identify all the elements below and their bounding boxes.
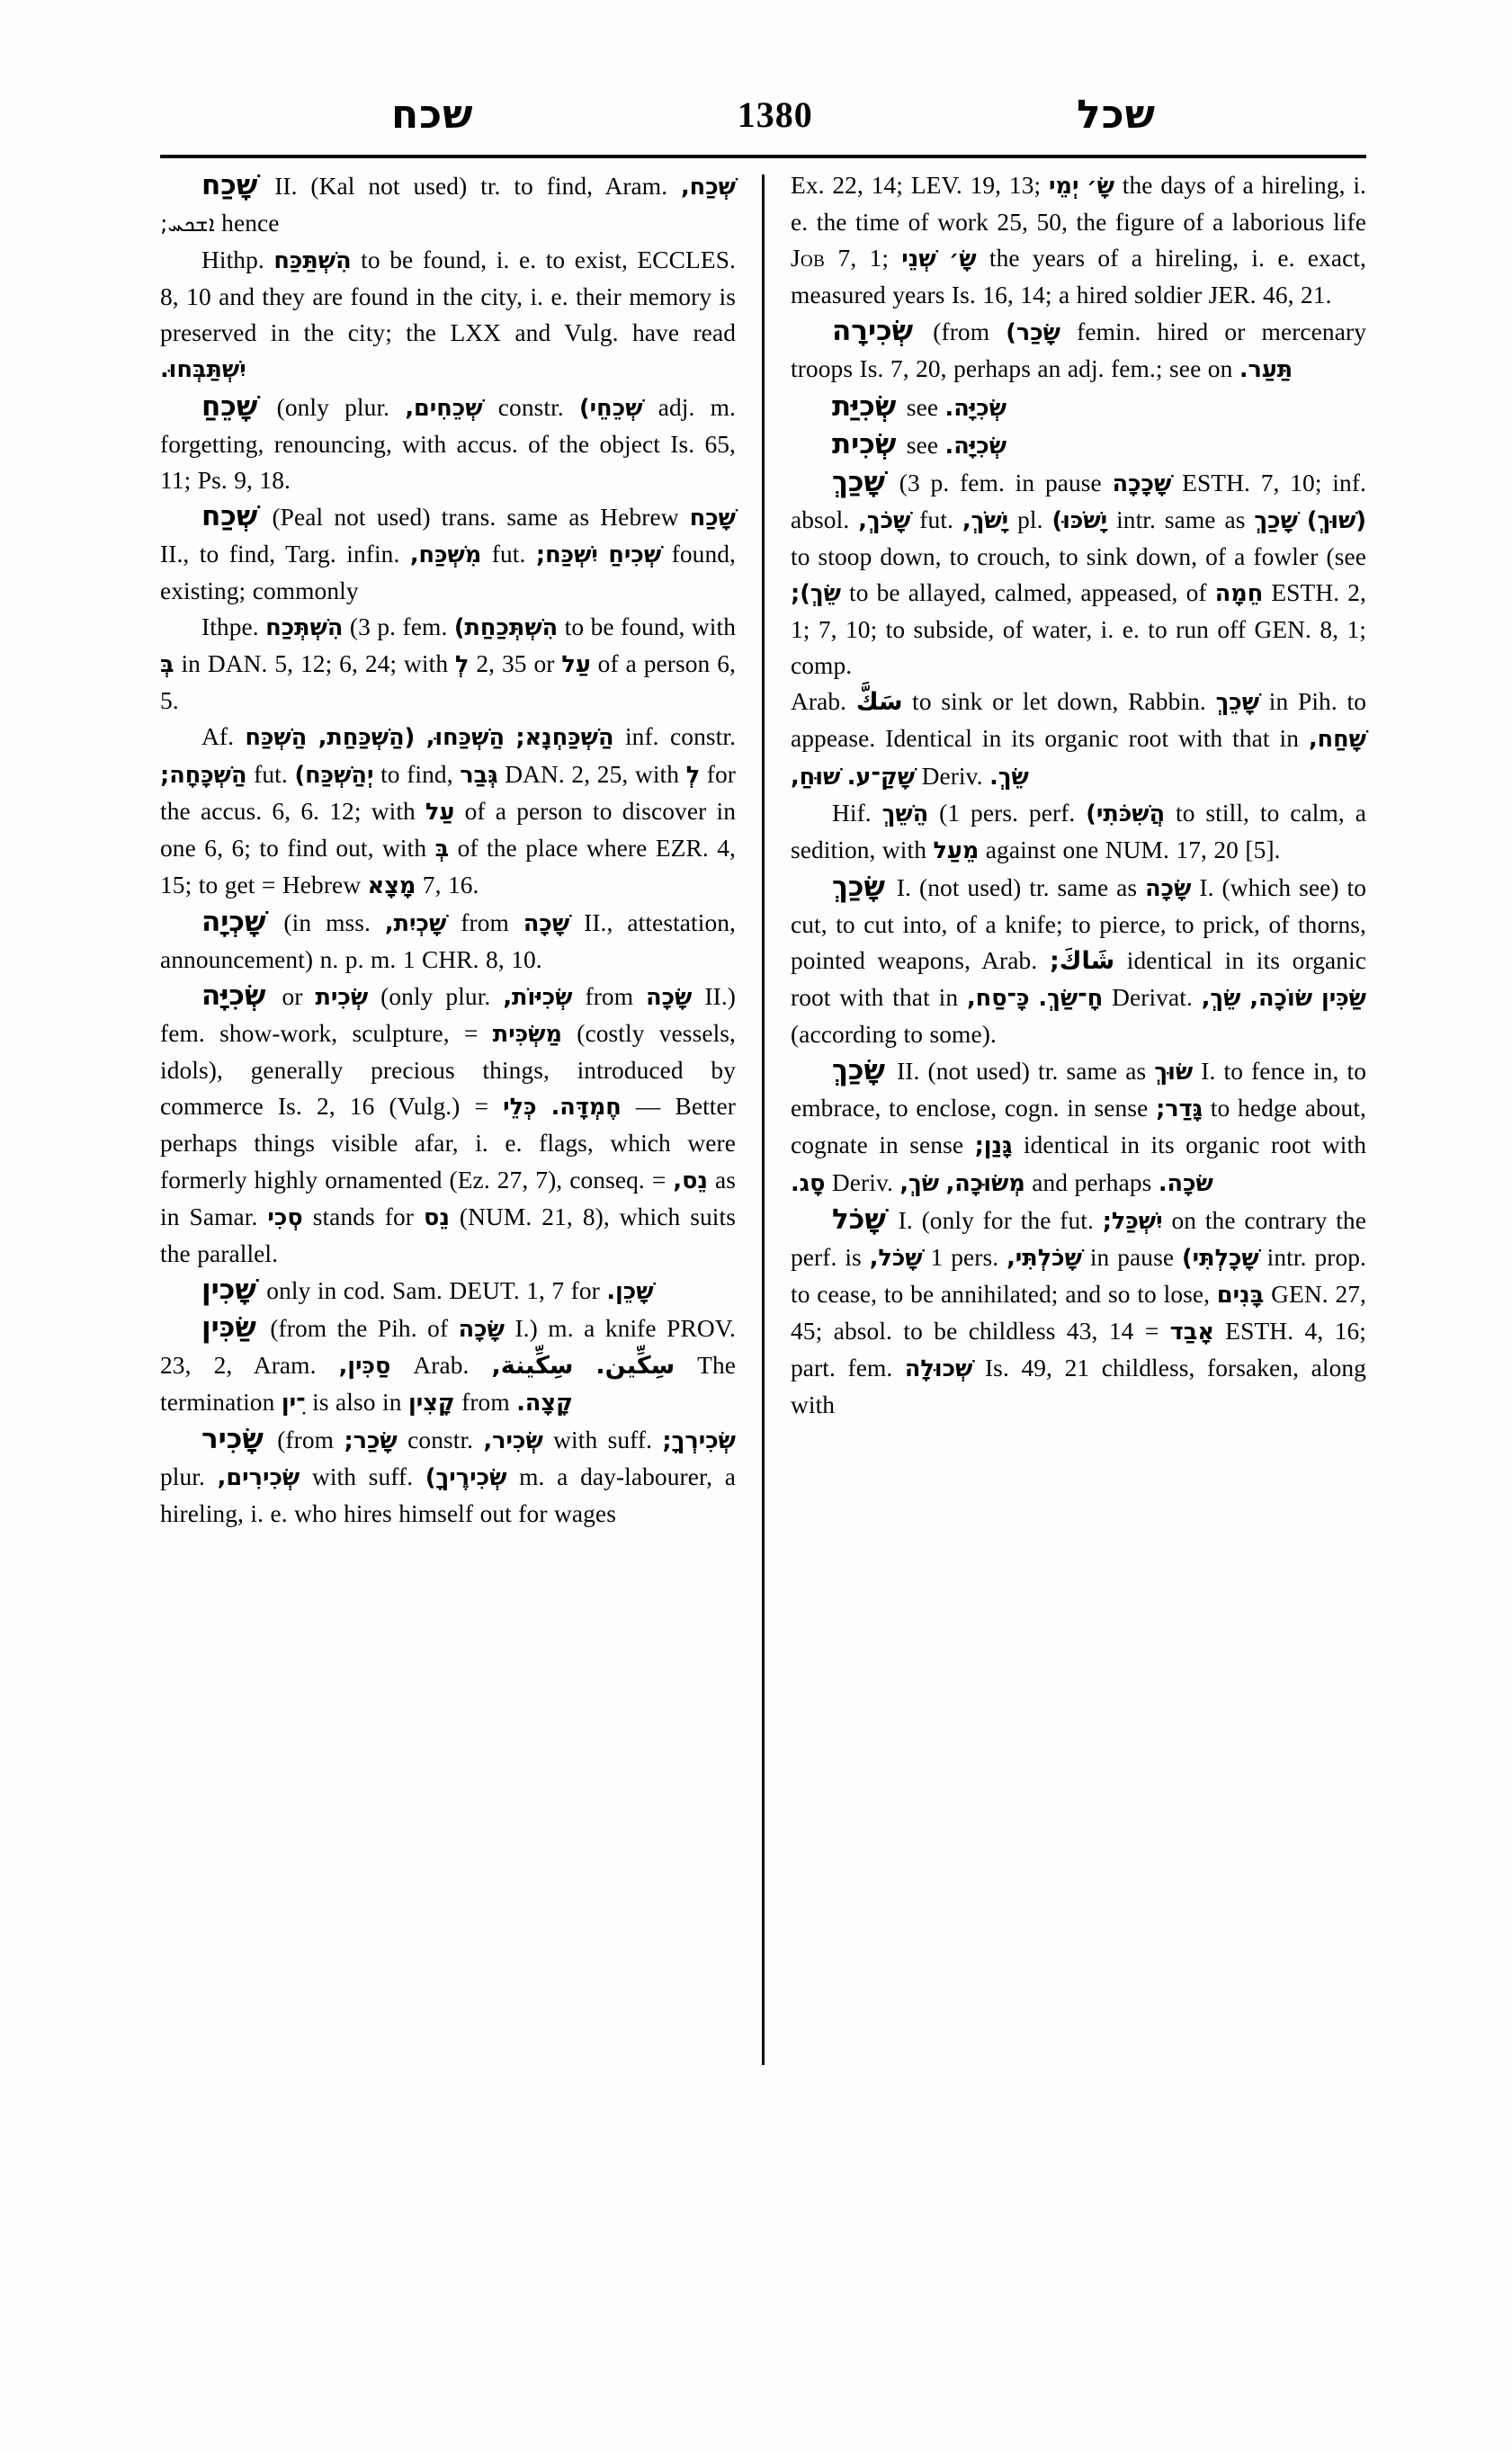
entry-lemma: שָׁכַךְ [832,465,885,498]
running-head-left-lemma: שכח [391,92,474,138]
hebrew-word: סְכִי [267,1203,303,1231]
arabic-word: سِكِّين. [595,1352,675,1380]
hebrew-word: מֵעַל [933,836,980,864]
hebrew-word: גָּדַר; [1156,1095,1203,1123]
hebrew-word: שָׁכַח [689,504,736,532]
hebrew-word: שׂוֹכָה, [1249,985,1313,1013]
hebrew-word: הִשְׁתְּכַח [265,614,344,642]
hebrew-word: הִשְׁתַּכַּח [273,247,352,275]
hebrew-word: נֵס [424,1203,450,1231]
hebrew-word: שְׂכִירֶיךָ) [425,1464,507,1492]
arabic-word: شَاكَ; [1049,946,1115,975]
column-left [160,167,736,2227]
entry-lemma: שָׁכַח [201,169,258,201]
hebrew-word: מָצָא [367,872,416,899]
lexicon-entry-sakhakh-I: שָׂכַךְ I. (not used) tr. same as שָׂכָה I. (which see) to cut, to cut into, of a knife; to pierce, to prick, of thorns, pointed weapons, Arab. شَاكَ; identical in its organic root with that in כָּ־סַח, חָ־שַׂךְ. Derivat. שֵׂךְ, שׂוֹכָה, שַׂכִּין (according to some). [791,870,1367,1049]
hebrew-word: בְּ [160,651,174,679]
hebrew-word: שְׂכִיָּה. [944,394,1007,422]
hebrew-word: שָׁכָה [523,909,570,937]
lexicon-paragraph: Af. הַשְׁכַּח (הַשְׁכַּחַת, הַשְׁכַּחוּ, הַשְׁכַּחְנָא; inf. constr. הַשְׁכָּחָה; fut. יְהַשְׁכַּח) to find, גְּבַר DAN. 2, 25, with לְ for the accus. 6, 6. 12; with עַל of a person to discover in one 6, 6; to find out, with בְּ of the place where EZR. 4, 15; to get = Hebrew מָצָא 7, 16. [160,723,737,899]
lexicon-entry-shakheach-adj: שָׁכֵחַ (only plur. שְׁכֵחִים, constr. שְׁכֵחֵי) adj. m. forgetting, renouncing, with accus. of the object Is. 65, 11; Ps. 9, 18. [160,389,736,494]
hebrew-word: שָׁחַח, [1308,726,1366,754]
hebrew-word: הַשְׁכַּחוּ, [425,724,505,752]
hebrew-word: הַשְׁכַּח [245,724,308,752]
page-number: 1380 [737,94,813,135]
lexicon-paragraph: Ithpe. הִשְׁתְּכַח (3 p. fem. הִשְׁתְּכַחַת) to be found, with בְּ in DAN. 5, 12; 6, 24; with לְ 2, 35 or עַל of a person 6, 5. [160,613,736,715]
hebrew-word: שְׁכֵחִים, [405,394,483,422]
hebrew-word: כְּלֵי [503,1094,537,1122]
hebrew-word: שָׁכָכָה [1112,469,1172,497]
hebrew-word: שָׁכָלְתִּי) [1181,1244,1259,1272]
hebrew-word: יִשְׁתַּבְּחוּ. [160,356,246,384]
hebrew-word: עַל [425,798,455,826]
hebrew-word: יָשֹׁךְ, [962,506,1009,534]
hebrew-word: חָ־שַׂךְ. [1038,985,1104,1013]
hebrew-word: מַשְׂכִּית [492,1021,562,1049]
hebrew-word: סָג. [791,1169,826,1197]
column-right [791,167,1366,2227]
lexicon-paragraph: Hithp. הִשְׁתַּכַּח to be found, i. e. to exist, ECCLES. 8, 10 and they are found in the city, i. e. their memory is preserved in the city; the LXX and Vulg. have read יִשְׁתַּבְּחוּ. [160,246,736,384]
hebrew-word: שֵׂךְ, [1201,985,1241,1013]
hebrew-word: גְּבַר [460,761,498,789]
entry-lemma: שְׁכַח [201,499,258,532]
hebrew-word: שׂוּךְ [1154,1059,1194,1086]
hebrew-word: שׂכָה. [1158,1169,1213,1197]
hebrew-word: שָׂכָה [1145,874,1192,902]
hebrew-word: שָׁכֹלְתִּי, [1007,1244,1082,1272]
hebrew-word: שָׂכָה [646,984,693,1012]
entry-lemma: שָׁכֹל [832,1203,886,1236]
hebrew-word: יָשֹׁכּוּ) [1051,506,1108,534]
entry-lemma: שָׁכִין [201,1273,256,1306]
lexicon-entry-sekhirah: שְׂכִירָה (from שָׂכַר) femin. hired or mercenary troops Is. 7, 20, perhaps an adj. fem.; see on תַּעַר. [791,315,1366,384]
hebrew-word: שָׁכֵן. [606,1277,654,1305]
entry-lemma: שְׂכִית [832,427,897,460]
entry-lemma: שָׂכַךְ [832,870,885,903]
hebrew-word: שַׂכִּין [1320,985,1366,1013]
hebrew-word: תַּעַר. [1239,356,1293,384]
running-head [157,77,1367,138]
lexicon-paragraph: Hif. הֵשֵׁךְ (1 pers. perf. הֲשִׁכֹּתִי) to still, to calm, a sedition, with מֵעַל against one NUM. 17, 20 [5]. [791,799,1366,864]
hebrew-word: שֵׂךְ. [989,763,1029,791]
entry-lemma: שָׁכֵחַ [201,389,258,423]
hebrew-word: שֵׂךְ); [791,580,841,608]
hebrew-word: חֶמְדָּה. [550,1094,622,1122]
arabic-word: سِكِّينة, [491,1352,574,1380]
hebrew-word: שְׁכַח, [681,174,736,201]
hebrew-word: קָצָה. [516,1390,573,1417]
hebrew-word: הִשְׁתְּכַחַת) [453,614,559,642]
scripture-ref: Job [791,245,826,273]
hebrew-word: בָּנִים [1216,1281,1265,1309]
lexicon-entry-shekhach-aram: שְׁכַח (Peal not used) trans. same as Hebrew שָׁכַח II., to find, Targ. infin. מִשְׁכַּח, fut. יִשְׁכַּח; שְׁכִיחַ found, existing; commonly [160,499,736,605]
hebrew-word: שָׁכַךְ [1254,506,1298,534]
hebrew-word: שׂךְ, [899,1169,940,1197]
hebrew-word: (שׁוּךְ) [1306,506,1366,534]
lexicon-entry-shekhavyah: שָׁכְיָה (in mss. שָׁכְיִת, from שָׁכָה II., attestation, announcement) n. p. m. 1 CHR. 8, 10. [160,905,737,973]
hebrew-word: שָׂכָה [458,1315,505,1343]
hebrew-word: מְשׂוּכָה, [945,1169,1025,1197]
hebrew-word: שְׂכִית [315,984,369,1012]
hebrew-word: שָׂכַר) [1006,319,1061,347]
hebrew-word: שָׂ׳ [1087,173,1114,200]
hebrew-word: שְׂכִירִים, [217,1464,300,1492]
hebrew-word: כָּ־סַח, [966,985,1030,1013]
lexicon-entry-sekhiyyit-xref1: שְׂכִיַּת see שְׂכִיָּה. [832,389,1007,423]
hebrew-word: שְׂכִירְךָ; [662,1427,736,1455]
hebrew-word: יְמֵי [1049,173,1079,200]
entry-lemma: שְׂכִירָה [832,315,914,348]
hebrew-word: שׁוּחַ, [791,763,841,791]
hebrew-word: יְהַשְׁכַּח) [294,761,374,789]
hebrew-word: סַכִּין, [338,1353,391,1380]
hebrew-word: שָׂ׳ [948,246,977,273]
lexicon-entry-sekhiyyah: שְׂכִיָּה or שְׂכִית (only plur. שְׂכִיּוֹת, from שָׂכָה II.) fem. show-work, sculpture, = מַשְׂכִּית (costly vessels, idols), generally precious things, introduced by commerce Is. 2, 16 (Vulg.) = כְּלֵי חֶמְדָּה. — Better perhaps things visible afar, i. e. flags, which were formerly highly ornamented (Ez. 27, 7), conseq. = נֵס, as in Samar. סְכִי stands for נֵס (NUM. 21, 8), which suits the parallel. [160,979,736,1267]
lexicon-paragraph: Ex. 22, 14; LEV. 19, 13; יְמֵי שָׂ׳ the days of a hireling, i. e. the time of work 25, 50, the figure of a laborious life Job 7, 1; שְׁנֵי שָׂ׳ the years of a hireling, i. e. exact, measured years Is. 16, 14; a hired soldier JER. 46, 21. [791,172,1367,309]
hebrew-word: הַשְׁכָּחָה; [160,761,247,789]
column-divider-rule [736,167,791,2227]
syriac-word: ܐܫܟܚ; [160,210,215,237]
entry-lemma: שָׂכִיר [201,1423,264,1456]
lexicon-entry-shakhol: שָׁכֹל I. (only for the fut. יִשְׁכַּל; on the contrary the perf. is שָׁכֹל, 1 pers. שָׁכֹלְתִּי, in pause שָׁכָלְתִּי) intr. prop. to cease, to be annihilated; and so to lose, בָּנִים GEN. 27, 45; absol. to be childless 43, 14 = אָבַד ESTH. 4, 16; part. fem. שְׁכוּלָה Is. 49, 21 childless, forsaken, along with [791,1203,1367,1419]
entry-lemma: שָׁכְיָה [201,905,266,938]
lexicon-entry-sakkin: שַׂכִּין (from the Pih. of שָׂכָה I.) m. a knife PROV. 23, 2, Aram. סַכִּין, Arab. سِكِّينة, سِكِّين. The termination ־ִין is also in קָצִין from קָצָה. [160,1310,737,1417]
hebrew-word: מִשְׁכַּח, [409,541,482,568]
entry-lemma: שַׂכִּין [201,1310,256,1344]
hebrew-word: הֲשִׁכֹּתִי) [1086,800,1166,827]
hebrew-word: לְ [685,761,701,789]
lexicon-entry-shakhin-sam: שָׁכִין only in cod. Sam. DEUT. 1, 7 for שָׁכֵן. [201,1273,654,1306]
hebrew-word: הַשְׁכַּחְנָא; [515,724,614,752]
hebrew-word: עַל [561,651,591,679]
hebrew-word: בְּ [434,835,450,863]
hebrew-word: נֵס, [673,1167,708,1194]
hebrew-word: לְ [455,651,470,679]
entry-lemma: שְׂכִיָּה [201,979,266,1013]
hebrew-word: (הַשְׁכַּחַת, [318,724,416,752]
lexicon-entry-sakhakh-II: שָׂכַךְ II. (not used) tr. same as שׂוּךְ I. to fence in, to embrace, to enclose, cogn. in sense גָּדַר; to hedge about, cognate in sense גָּנַן; identical in its organic root with סָג. Deriv. שׂךְ, מְשׂוּכָה, and perhaps שׂכָה. [791,1054,1367,1197]
lexicon-entry-sakhir: שָׂכִיר (from שָׂכַר; constr. שְׂכִיר, with suff. שְׂכִירְךָ; plur. שְׂכִירִים, with suff. שְׂכִירֶיךָ) m. a day-labourer, a hireling, i. e. who hires himself out for wages [160,1423,737,1528]
hebrew-word: אָבַד [1169,1318,1214,1346]
lexicon-paragraph: Arab. سَكَّ to sink or let down, Rabbin. שָׁכֵךְ in Pih. to appease. Identical in its organic root with that in שָׁחַח, שׁוּחַ, שָׁקַ־ע. Deriv. שֵׂךְ. [791,688,1367,791]
header-rule [160,155,1366,158]
hebrew-word: שָׁכֹל, [869,1244,923,1272]
hebrew-word: יִשְׁכַּח; [535,541,598,568]
hebrew-word: ־ִין [281,1390,306,1417]
hebrew-word: שָׁקַ־ע. [846,763,916,791]
hebrew-word: שְׂכִיּוֹת, [503,984,573,1012]
hebrew-word: שְׁכִיחַ [608,541,662,568]
hebrew-word: שְׁכֵחֵי) [579,394,643,422]
hebrew-word: שְׂכִיָּה. [944,432,1007,460]
hebrew-word: הֵשֵׁךְ [881,800,929,827]
entry-lemma: שְׂכִיַּת [832,389,897,423]
lexicon-entry-shakhakh: שָׁכַךְ (3 p. fem. in pause שָׁכָכָה ESTH. 7, 10; inf. absol. שָׁכֹךְ, fut. יָשֹׁךְ, pl. יָשֹׁכּוּ) intr. same as שָׁכַךְ (שׁוּךְ) to stoop down, to crouch, to sink down, of a fowler (see שֵׂךְ); to be allayed, calmed, appeased, of חֵמָה ESTH. 2, 1; 7, 10; to subside, of water, i. e. to run off GEN. 8, 1; comp. [791,465,1366,680]
hebrew-word: שָׁכְיִת, [384,909,447,937]
hebrew-word: שָׂכַר; [344,1427,398,1455]
arabic-word: سَكَّ [855,688,903,717]
hebrew-word: יִשְׁכַּל; [1102,1207,1163,1235]
running-head-right-lemma: שכל [1077,92,1156,138]
hebrew-word: גָּנַן; [974,1132,1013,1160]
lexicon-entry-shakhach-II: שָׁכַח II. (Kal not used) tr. to find, Aram. שְׁכַח, ܐܫܟܚ; hence [160,169,736,237]
hebrew-word: שְׁנֵי [901,246,936,273]
hebrew-word: שְׁכוּלָה [904,1355,973,1382]
hebrew-word: שָׁכֵךְ [1215,689,1260,717]
entry-lemma: שָׂכַךְ [832,1054,885,1087]
hebrew-word: שְׂכִיר, [483,1427,543,1455]
text-columns [160,167,1366,2227]
hebrew-word: חֵמָה [1214,580,1264,608]
hebrew-word: קָצִין [407,1390,455,1417]
lexicon-entry-sekhiyyit-xref2: שְׂכִית see שְׂכִיָּה. [832,427,1007,460]
hebrew-word: שָׁכֹךְ, [858,506,911,534]
